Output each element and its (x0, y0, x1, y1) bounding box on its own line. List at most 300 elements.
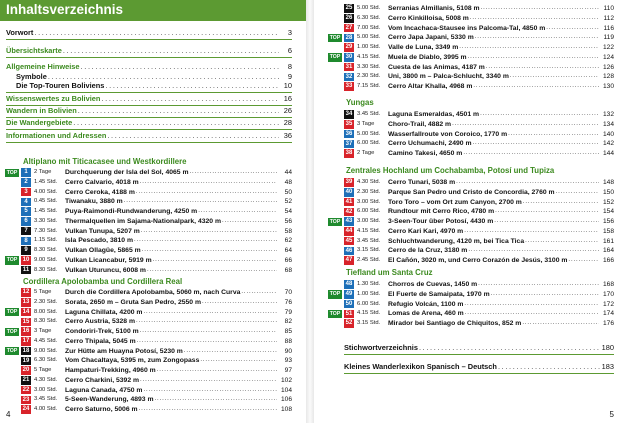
route-row (6, 168, 292, 177)
left-page (0, 0, 306, 423)
toc-entry (344, 343, 614, 353)
route-number-badge: 38 (345, 150, 353, 157)
toc-entry (6, 46, 292, 56)
separator-line (344, 373, 614, 374)
route-row (329, 33, 614, 42)
route-name: Cerro Tunari, 5038 m (388, 179, 456, 186)
route-page: 176 (602, 320, 614, 327)
route-row (21, 178, 292, 187)
route-number-badge: 39 (345, 179, 353, 186)
separator-line (344, 354, 614, 355)
dot-leader (107, 131, 279, 141)
separator-line (6, 142, 292, 143)
route-number-badge: 52 (345, 320, 353, 327)
route-row (21, 246, 292, 255)
route-duration: 5.00 Std. (357, 130, 381, 137)
route-page: 124 (602, 53, 614, 61)
dot-leader (510, 72, 599, 81)
route-row (329, 290, 614, 299)
route-number-badge: 9 (21, 246, 31, 255)
top-tour-badge: TOP (329, 218, 341, 225)
route-name: Sorata, 2650 m – Gruta San Pedro, 2550 m (65, 298, 202, 306)
top-tour-badge: TOP (6, 169, 18, 176)
route-name: Vulkan Uturuncu, 6008 m (65, 266, 146, 274)
route-page: 168 (602, 281, 614, 288)
route-row (344, 227, 614, 236)
separator-line (6, 39, 292, 40)
route-page: 148 (602, 179, 614, 186)
route-duration: 5 Tage (34, 289, 52, 295)
top-tour-badge: TOP (329, 54, 341, 61)
route-number-badge: 1 (21, 168, 31, 177)
route-duration: 2 Tage (357, 150, 375, 156)
route-page: 166 (602, 257, 614, 264)
toc-entry-page: 36 (283, 131, 292, 140)
dot-leader (190, 168, 277, 177)
route-row (21, 395, 292, 404)
route-number-badge: 26 (345, 15, 353, 22)
dot-leader (222, 217, 277, 226)
route-row (344, 188, 614, 197)
dot-leader (468, 53, 599, 62)
route-row (21, 217, 292, 226)
route-duration: 6.00 Std. (357, 300, 381, 307)
dot-leader (81, 62, 279, 72)
dot-leader (139, 405, 277, 414)
route-name: Durchquerung der Isla del Sol, 4065 m (65, 169, 189, 176)
route-page: 85 (284, 328, 292, 335)
dot-leader (202, 298, 277, 307)
route-number-badge: 5 (21, 207, 31, 216)
dot-leader (568, 256, 599, 265)
route-page: 56 (284, 217, 292, 225)
route-page: 66 (284, 256, 292, 264)
dot-leader (143, 308, 277, 317)
route-duration: 4.15 Std. (357, 53, 381, 60)
route-number-badge: 27 (345, 24, 353, 31)
dot-leader (140, 178, 277, 187)
dot-leader (478, 280, 599, 289)
route-page: 150 (602, 188, 614, 196)
dot-leader (522, 319, 599, 328)
route-page: 88 (284, 337, 292, 345)
route-row (344, 72, 614, 81)
route-duration: 1.45 Std. (34, 208, 58, 214)
route-row (6, 347, 292, 356)
dot-leader (136, 188, 277, 197)
route-row (344, 178, 614, 187)
route-number-badge: 51 (345, 310, 353, 317)
toc-entry-label: Wissenswertes zu Bolivien (6, 94, 101, 103)
dot-leader (73, 118, 279, 128)
dot-leader (556, 188, 599, 197)
route-name: Mirador bei Santiago de Chiquitos, 852 m (388, 320, 522, 327)
dot-leader (472, 139, 599, 148)
route-number-badge: 48 (345, 281, 353, 288)
route-number-badge: 18 (22, 347, 30, 354)
top-tour-badge: TOP (6, 328, 18, 335)
route-duration: 2.45 Std. (357, 257, 381, 263)
dot-leader (34, 28, 279, 38)
toc-entry-label: Symbole (16, 72, 47, 81)
top-tour-badge: TOP (6, 309, 18, 315)
route-page: 54 (284, 208, 292, 215)
dot-leader (101, 94, 279, 104)
route-row (21, 188, 292, 197)
route-row (6, 308, 292, 317)
route-page: 90 (284, 347, 292, 355)
route-page: 122 (602, 44, 614, 51)
route-name: Cerro Austria, 5328 m (65, 318, 136, 326)
route-number-badge: 50 (345, 300, 353, 307)
route-name: Cerro Charkini, 5392 m (65, 376, 140, 384)
route-number-badge: 36 (345, 130, 353, 137)
dot-leader (495, 207, 599, 216)
route-name: Vom Incachaca-Stausee ins Palcoma-Tal, 4850 m (388, 24, 546, 32)
route-name: 5-Seen-Wanderung, 4893 m (65, 396, 154, 404)
route-name: Vulkan Tunupa, 5207 m (65, 227, 140, 235)
route-name: Cerro Altar Khalla, 4968 m (388, 83, 473, 90)
route-row (344, 82, 614, 91)
dot-leader (184, 347, 277, 356)
route-name: Cerro Ceroka, 4188 m (65, 188, 135, 196)
route-row (21, 376, 292, 385)
top-tour-badge: TOP (329, 34, 341, 41)
route-page: 132 (602, 111, 614, 118)
route-page: 142 (602, 140, 614, 148)
route-row (21, 337, 292, 346)
route-name: Camino Takesi, 4650 m (388, 150, 463, 157)
dot-leader (459, 43, 599, 52)
route-page: 158 (602, 227, 614, 235)
route-number-badge: 13 (22, 299, 30, 306)
route-number-badge: 23 (22, 396, 30, 403)
toc-entry (6, 106, 292, 116)
route-row (21, 236, 292, 245)
route-row (344, 4, 614, 13)
route-number-badge: 40 (345, 189, 353, 196)
route-name: El Fuerte de Samaipata, 1970 m (388, 290, 490, 298)
dot-leader (141, 227, 277, 236)
route-name: Isla Pescado, 3810 m (65, 237, 134, 245)
route-name: Cuesta de las Animas, 4187 m (388, 63, 485, 71)
route-row (329, 53, 614, 62)
route-row (21, 317, 292, 326)
route-page: 154 (602, 208, 614, 216)
route-page: 140 (602, 130, 614, 138)
route-duration: 9.00 Std. (34, 256, 58, 263)
route-duration: 2.30 Std. (357, 188, 381, 195)
route-page: 58 (284, 227, 292, 235)
route-number-badge: 43 (345, 218, 353, 225)
route-number-badge: 49 (345, 291, 353, 298)
route-duration: 4.30 Std. (357, 179, 381, 185)
route-page: 126 (602, 63, 614, 71)
route-name: Zur Hütte am Huayna Potosí, 5230 m (65, 347, 183, 355)
route-row (344, 149, 614, 158)
route-duration: 8.30 Std. (34, 318, 58, 325)
route-page: 172 (602, 300, 614, 308)
route-page: 161 (602, 237, 614, 245)
route-name: Muela de Diablo, 3995 m (388, 53, 467, 61)
route-page: 156 (602, 218, 614, 225)
page-title: Inhaltsverzeichnis (6, 2, 124, 17)
dot-leader (463, 149, 599, 158)
toc-entry-page: 3 (287, 28, 292, 37)
route-number-badge: 25 (345, 5, 353, 12)
route-row (344, 139, 614, 148)
route-page: 134 (602, 120, 614, 128)
dot-leader (140, 376, 277, 385)
route-name: Cerro Uchumachi, 2490 m (388, 140, 472, 148)
route-page: 79 (284, 308, 292, 316)
dot-leader (452, 120, 599, 129)
route-duration: 3.00 Std. (357, 198, 381, 205)
dot-leader (140, 327, 277, 336)
section-heading: Yungas (346, 98, 374, 107)
route-duration: 3.15 Std. (357, 320, 381, 326)
route-duration: 1.45 Std. (34, 178, 58, 185)
route-page: 104 (280, 386, 292, 394)
route-duration: 6.00 Std. (357, 208, 381, 215)
toc-entry-label: Die Top-Touren Boliviens (16, 81, 105, 90)
route-number-badge: 8 (21, 237, 31, 246)
dot-leader (419, 343, 601, 353)
top-tour-badge: TOP (329, 310, 341, 317)
route-number-badge: 42 (345, 208, 353, 215)
top-tour-badge: TOP (6, 348, 18, 354)
toc-entry (16, 81, 292, 91)
route-row (6, 327, 292, 336)
route-duration: 6.30 Std. (34, 357, 58, 364)
route-page: 110 (603, 5, 614, 12)
route-duration: 3.00 Std. (34, 386, 58, 393)
route-number-badge: 34 (345, 111, 353, 118)
route-name: Cerro de la Cruz, 3180 m (388, 247, 468, 255)
route-name: Toro Toro – vom Ort zum Canyon, 2700 m (388, 198, 522, 206)
route-page: 50 (284, 188, 292, 196)
route-duration: 8.00 Std. (34, 308, 58, 315)
dot-leader (546, 24, 599, 33)
route-row (344, 280, 614, 289)
route-duration: 3.00 Std. (357, 218, 381, 224)
route-number-badge: 17 (22, 338, 30, 345)
route-page: 128 (602, 73, 614, 81)
toc-entry-page: 28 (283, 118, 292, 127)
route-row (21, 405, 292, 414)
right-page (314, 0, 620, 423)
dot-leader (468, 246, 599, 255)
route-duration: 4.15 Std. (357, 310, 381, 317)
route-number-badge: 24 (22, 406, 30, 413)
dot-leader (147, 266, 277, 275)
dot-leader (494, 217, 599, 226)
route-duration: 3.30 Std. (357, 63, 381, 70)
toc-entry-label: Kleines Wanderlexikon Spanisch – Deutsch (344, 362, 497, 371)
route-name: Schluchtwanderung, 4120 m, bei Tica Tica (388, 237, 525, 245)
route-number-badge: 6 (21, 217, 31, 226)
route-number-badge: 20 (22, 367, 30, 374)
dot-leader (464, 227, 599, 236)
route-duration: 4.15 Std. (357, 227, 381, 234)
route-page: 97 (284, 367, 292, 374)
route-duration: 9.00 Std. (34, 347, 58, 354)
route-duration: 2 Tage (34, 169, 52, 175)
route-duration: 3.30 Std. (34, 217, 58, 224)
route-name: Laguna Chillata, 4200 m (65, 308, 143, 316)
section-heading: Cordillera Apolobamba und Cordillera Real (23, 277, 183, 286)
route-number-badge: 45 (345, 237, 353, 244)
dot-leader (508, 130, 599, 139)
route-row (21, 207, 292, 216)
route-row (344, 24, 614, 33)
route-duration: 5.00 Std. (357, 34, 381, 41)
route-number-badge: 14 (22, 308, 30, 315)
route-name: Vulkan Licancabur, 5919 m (65, 256, 152, 264)
section-heading: Tiefland um Santa Cruz (346, 268, 433, 277)
route-name: Durch die Cordillera Apolobamba, 5060 m, nach Curva (65, 289, 241, 296)
route-name: Tiwanaku, 3880 m (65, 198, 123, 206)
route-number-badge: 15 (22, 318, 30, 325)
route-number-badge: 44 (345, 228, 353, 235)
route-duration: 7.30 Std. (34, 227, 58, 234)
route-duration: 3.45 Std. (34, 396, 58, 403)
book-gutter (306, 0, 314, 423)
route-page: 130 (602, 83, 614, 90)
route-page: 112 (603, 14, 614, 22)
dot-leader (523, 198, 599, 207)
dot-leader (465, 309, 599, 318)
route-row (21, 227, 292, 236)
route-duration: 4.30 Std. (34, 376, 58, 383)
dot-leader (464, 300, 599, 309)
toc-entry (6, 28, 292, 38)
route-page: 170 (602, 290, 614, 298)
route-name: Vom Chacaltaya, 5395 m, zum Zongopass (65, 357, 200, 365)
route-duration: 4.00 Std. (34, 188, 58, 195)
route-row (344, 120, 614, 129)
route-page: 119 (603, 34, 614, 42)
route-number-badge: 33 (345, 83, 353, 90)
dot-leader (124, 197, 277, 206)
route-duration: 1.15 Std. (34, 237, 58, 244)
route-duration: 3 Tage (357, 120, 375, 127)
toc-entry (6, 94, 292, 104)
toc-title-bar (0, 0, 306, 21)
route-name: Uni, 3800 m – Palca-Schlucht, 3340 m (388, 73, 509, 81)
route-name: Choro-Trail, 4882 m (388, 120, 452, 128)
route-row (344, 130, 614, 139)
dot-leader (78, 106, 279, 116)
route-duration: 8.30 Std. (34, 247, 58, 253)
route-name: Cerro Kinkilloisa, 5008 m (388, 14, 469, 22)
route-row (344, 198, 614, 207)
route-name: Cerro Thipala, 5045 m (65, 337, 136, 345)
route-duration: 3.45 Std. (357, 237, 381, 244)
route-duration: 5.00 Std. (357, 5, 381, 11)
toc-entry-label: Vorwort (6, 28, 34, 37)
route-page: 152 (602, 198, 614, 206)
toc-entry-label: Übersichtskarte (6, 46, 62, 55)
toc-entry (6, 118, 292, 128)
toc-entry-label: Die Wandergebiete (6, 118, 73, 127)
route-number-badge: 28 (345, 34, 353, 41)
toc-entry-page: 9 (287, 72, 292, 81)
route-name: Cerro Calvario, 4018 m (65, 178, 139, 186)
route-number-badge: 12 (22, 289, 30, 296)
route-number-badge: 4 (21, 198, 31, 207)
route-page: 44 (284, 169, 292, 176)
toc-entry-label: Allgemeine Hinweise (6, 62, 80, 71)
route-row (344, 246, 614, 255)
route-name: Vulkan Ollagüe, 5865 m (65, 247, 141, 254)
page-number: 4 (6, 410, 11, 419)
toc-entry-label: Wandern in Bolivien (6, 106, 77, 115)
dot-leader (456, 178, 599, 187)
dot-leader (241, 288, 277, 297)
route-number-badge: 30 (345, 54, 353, 61)
route-duration: 8.30 Std. (34, 266, 58, 273)
dot-leader (480, 110, 599, 119)
route-page: 164 (602, 247, 614, 255)
dot-leader (105, 81, 279, 91)
dot-leader (198, 207, 277, 216)
dot-leader (153, 256, 277, 265)
route-duration: 2.30 Std. (357, 73, 381, 80)
route-row (329, 309, 614, 318)
route-page: 106 (280, 396, 292, 404)
toc-entry-page: 180 (601, 343, 614, 352)
route-number-badge: 32 (345, 73, 353, 80)
toc-entry (344, 362, 614, 372)
route-row (21, 356, 292, 365)
route-page: 174 (602, 310, 614, 318)
route-duration: 5 Tage (34, 367, 52, 373)
route-page: 64 (284, 247, 292, 254)
route-number-badge: 22 (22, 386, 30, 393)
route-duration: 0.45 Std. (34, 198, 58, 205)
route-name: Hampaturi-Trekking, 4960 m (65, 367, 156, 374)
route-name: Refugio Volcán, 1100 m (388, 300, 464, 308)
toc-entry-label: Stichwortverzeichnis (344, 343, 418, 352)
route-row (21, 366, 292, 375)
route-number-badge: 31 (345, 63, 353, 70)
route-name: Wasserfallroute von Coroico, 1770 m (388, 130, 508, 138)
dot-leader (157, 366, 277, 375)
route-number-badge: 37 (345, 140, 353, 147)
route-duration: 1.00 Std. (357, 290, 381, 297)
route-row (344, 237, 614, 246)
toc-entry (6, 62, 292, 72)
toc-entry (6, 131, 292, 141)
dot-leader (481, 4, 599, 13)
route-row (21, 266, 292, 275)
route-row (6, 256, 292, 265)
route-row (21, 298, 292, 307)
route-duration: 6.00 Std. (357, 140, 381, 147)
route-duration: 7.15 Std. (357, 83, 381, 89)
dot-leader (136, 317, 277, 326)
page-number: 5 (609, 410, 614, 419)
dot-leader (491, 290, 599, 299)
route-row (21, 386, 292, 395)
dot-leader (475, 33, 599, 42)
dot-leader (155, 395, 277, 404)
route-page: 82 (284, 318, 292, 326)
route-name: Parque San Pedro und Cristo de Concordia, 2760 m (388, 188, 555, 196)
dot-leader (525, 237, 599, 246)
route-duration: 1.00 Std. (357, 44, 381, 50)
